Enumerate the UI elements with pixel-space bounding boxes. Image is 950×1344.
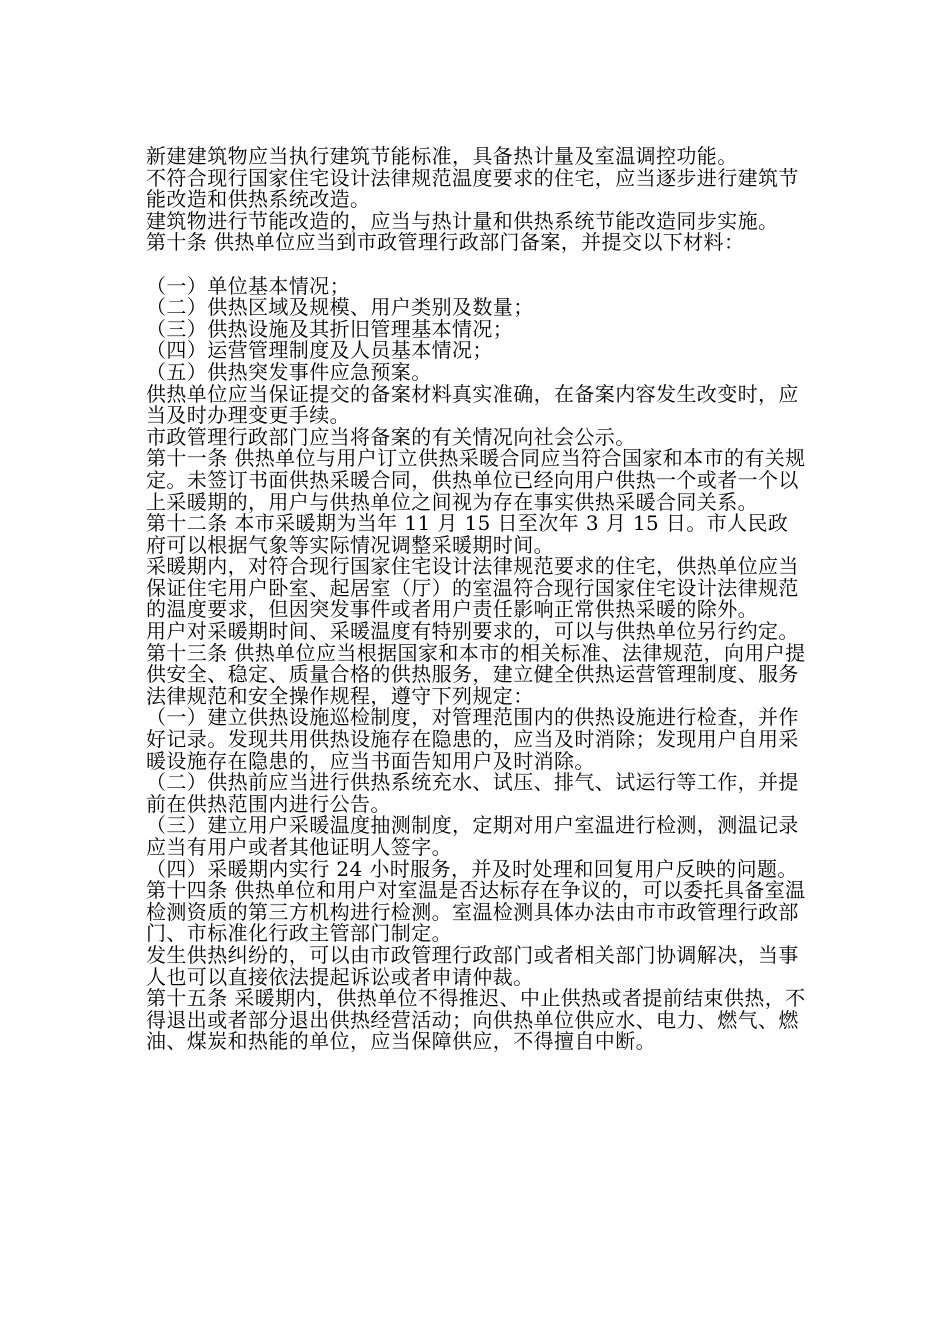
paragraph: 新建建筑物应当执行建筑节能标准，具备热计量及室温调控功能。 bbox=[146, 144, 738, 168]
list-item: （二）供热区域及规模、用户类别及数量； bbox=[146, 295, 534, 320]
article-12: 第十二条 本市采暖期为当年 11 月 15 日至次年 3 月 15 日。市人民政府可以根据气象等实际情况调整采暖期时间。 bbox=[146, 511, 789, 557]
paragraph: 供热单位应当保证提交的备案材料真实准确，在备案内容发生改变时，应当及时办理变更手续。 bbox=[146, 381, 799, 428]
article-13: 第十三条 供热单位应当根据国家和本市的相关标准、法律规范，向用户提供安全、稳定、质量合格的供热服务，建立健全供热运营管理制度、服务法律规范和安全操作规程，遵守下列规定： bbox=[146, 640, 806, 708]
list-item: （五）供热突发事件应急预案。 bbox=[146, 359, 432, 384]
list-item: （一）建立供热设施巡检制度，对管理范围内的供热设施进行检查，并作好记录。发现共用供热设施存在隐患的，应当及时消除；发现用户自用采暖设施存在隐患的，应当书面告知用户及时消除。 bbox=[146, 705, 799, 773]
paragraph: 发生供热纠纷的，可以由市政管理行政部门或者相关部门协调解决，当事人也可以直接依法提起诉讼或者申请仲裁。 bbox=[146, 942, 799, 989]
article-15: 第十五条 采暖期内，供热单位不得推迟、中止供热或者提前结束供热，不得退出或者部分退出供热经营活动；向供热单位供应水、电力、燃气、燃油、煤炭和热能的单位，应当保障供应，不得擅自中断。 bbox=[146, 986, 806, 1054]
list-item: （四）运营管理制度及人员基本情况； bbox=[146, 338, 493, 363]
paragraph: 采暖期内，对符合现行国家住宅设计法律规范要求的住宅，供热单位应当保证住宅用户卧室、起居室（厅）的室温符合现行国家住宅设计法律规范的温度要求，但因突发事件或者用户责任影响正常供热采暖的除外。 bbox=[146, 554, 799, 622]
paragraph: 市政管理行政部门应当将备案的有关情况向社会公示。 bbox=[146, 424, 636, 449]
paragraph: 用户对采暖期时间、采暖温度有特别要求的，可以与供热单位另行约定。 bbox=[146, 619, 799, 644]
list-item: （三）建立用户采暖温度抽测制度，定期对用户室温进行检测，测温记录应当有用户或者其他证明人签字。 bbox=[146, 813, 799, 859]
document-body bbox=[146, 146, 806, 1053]
list-item: （四）采暖期内实行 24 小时服务，并及时处理和回复用户反映的问题。 bbox=[146, 856, 798, 881]
list-item: （三）供热设施及其折旧管理基本情况； bbox=[146, 316, 514, 341]
list-item: （二）供热前应当进行供热系统充水、试压、排气、试运行等工作，并提前在供热范围内进行公告。 bbox=[146, 770, 799, 816]
article-10-heading: 第十条 供热单位应当到市政管理行政部门备案，并提交以下材料： bbox=[146, 230, 745, 255]
blank-line bbox=[146, 254, 806, 276]
paragraph: 不符合现行国家住宅设计法律规范温度要求的住宅，应当逐步进行建筑节能改造和供热系统改造。 bbox=[146, 165, 799, 212]
paragraph: 建筑物进行节能改造的，应当与热计量和供热系统节能改造同步实施。 bbox=[146, 208, 779, 233]
list-item: （一）单位基本情况； bbox=[146, 273, 350, 298]
article-14: 第十四条 供热单位和用户对室温是否达标存在争议的，可以委托具备室温检测资质的第三方机构进行检测。室温检测具体办法由市市政管理行政部门、市标准化行政主管部门制定。 bbox=[146, 878, 806, 946]
article-11: 第十一条 供热单位与用户订立供热采暖合同应当符合国家和本市的有关规定。未签订书面供热采暖合同，供热单位已经向用户供热一个或者一个以上采暖期的，用户与供热单位之间视为存在事实供热采暖合同关系。 bbox=[146, 446, 806, 514]
